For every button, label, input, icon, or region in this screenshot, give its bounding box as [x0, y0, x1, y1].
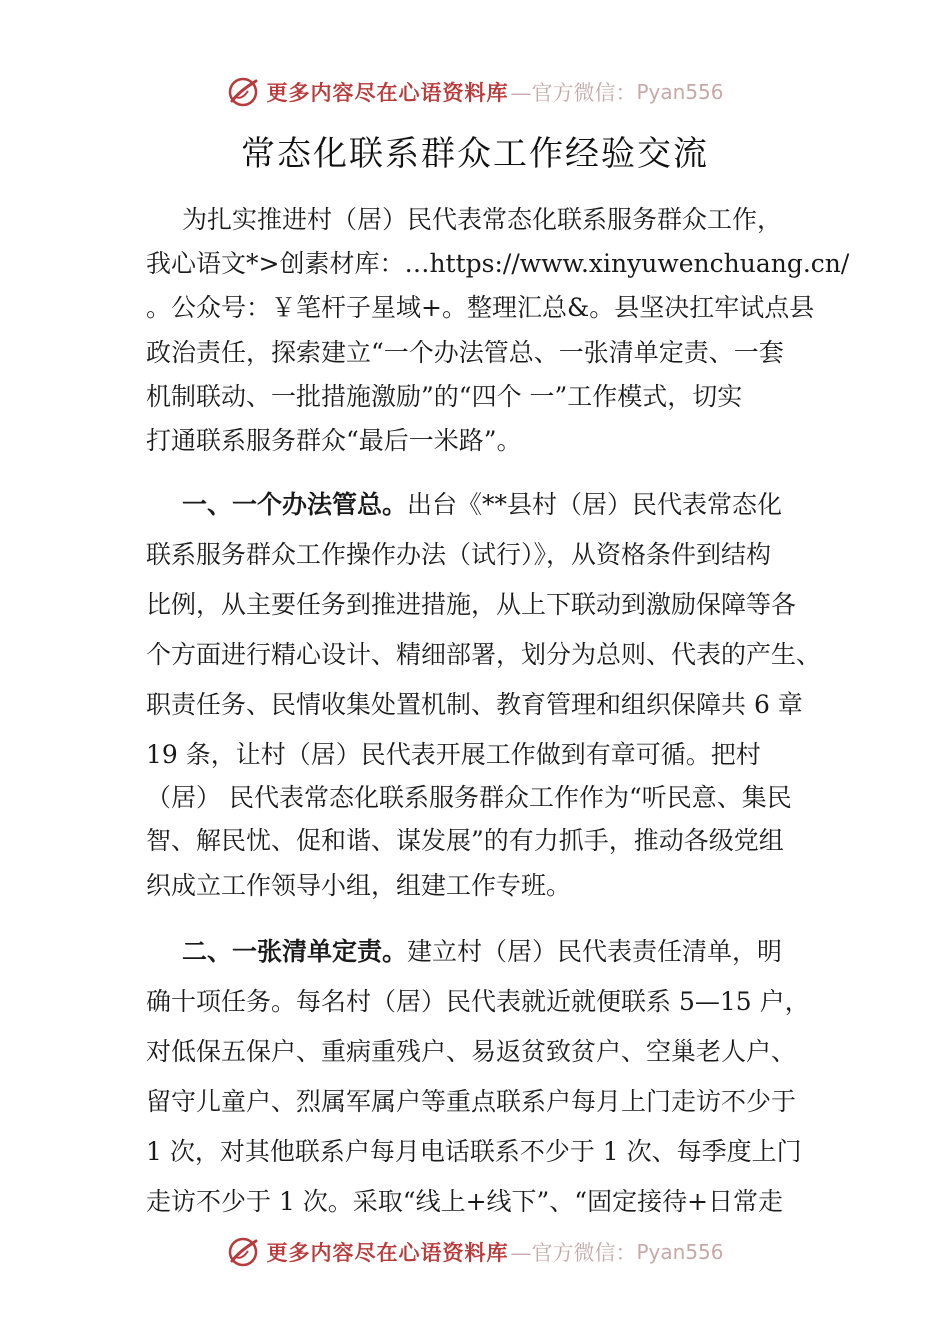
banner-main-text: 更多内容尽在心语资料库: [266, 1240, 509, 1265]
intro-line: 打通联系服务群众“最后一米路”。: [146, 426, 522, 455]
section-2-first-line: [182, 932, 782, 968]
section-1-line: 联系服务群众工作操作办法（试行）》，从资格条件到结构: [146, 540, 772, 569]
section-1-line: 织成立工作领导小组，组建工作专班。: [146, 871, 572, 900]
intro-line: 政治责任，探索建立“一个办法管总、一张清单定责、一套: [146, 338, 784, 367]
section-2-line: 1 次，对其他联系户每月电话联系不少于 1 次、每季度上门: [146, 1137, 802, 1166]
section-1-heading: 一、一个办法管总。: [182, 490, 408, 519]
intro-line: 。公众号：￥笔杆子星域+。整理汇总&。县坚决扛牢试点县: [146, 293, 815, 322]
section-1-first-line: [182, 485, 782, 521]
intro-line: 为扎实推进村（居）民代表常态化联系服务群众工作，: [182, 205, 783, 234]
brush-logo-icon: [226, 75, 260, 109]
intro-line: 机制联动、一批措施激励”的“四个 一”工作模式，切实: [146, 382, 743, 411]
section-1-line: 19 条，让村（居）民代表开展工作做到有章可循。把村: [146, 740, 761, 769]
section-1-line: （居） 民代表常态化联系服务群众工作作为“听民意、集民: [146, 783, 792, 812]
section-2-line: 对低保五保户、重病重残户、易返贫致贫户、空巢老人户、: [146, 1037, 797, 1066]
section-1-first-text: 出台《**县村（居）民代表常态化: [407, 490, 783, 519]
section-1-line: 比例，从主要任务到推进措施，从上下联动到激励保障等各: [146, 590, 797, 619]
header-banner: [0, 72, 950, 112]
section-1-line: 智、解民忧、促和谐、谋发展”的有力抓手，推动各级党组: [146, 826, 784, 855]
brush-logo-icon: [226, 1235, 260, 1269]
banner-main-text: 更多内容尽在心语资料库: [266, 80, 509, 105]
section-2-line: 走访不少于 1 次。采取“线上+线下”、“固定接待+日常走: [146, 1187, 784, 1216]
banner-wechat-id: Pyan556: [636, 80, 724, 104]
section-1-line: 个方面进行精心设计、精细部署，划分为总则、代表的产生、: [146, 640, 822, 669]
section-2-line: 留守儿童户、烈属军属户等重点联系户每月上门走访不少于: [146, 1087, 797, 1116]
banner-wechat-id: Pyan556: [636, 1240, 724, 1264]
section-2-first-text: 建立村（居）民代表责任清单，明: [407, 937, 783, 966]
section-1-line: 职责任务、民情收集处置机制、教育管理和组织保障共 6 章: [146, 690, 803, 719]
document-title: 常态化联系群众工作经验交流: [241, 134, 709, 174]
section-2-line: 确十项任务。每名村（居）民代表就近就便联系 5—15 户，: [146, 987, 810, 1016]
intro-line: 我心语文*>创素材库：…https://www.xinyuwenchuang.cn/: [146, 249, 850, 278]
footer-banner: [0, 1232, 950, 1272]
banner-separator-text: —官方微信：: [510, 1241, 637, 1265]
banner-separator-text: —官方微信：: [510, 81, 637, 105]
section-2-heading: 二、一张清单定责。: [182, 937, 408, 966]
